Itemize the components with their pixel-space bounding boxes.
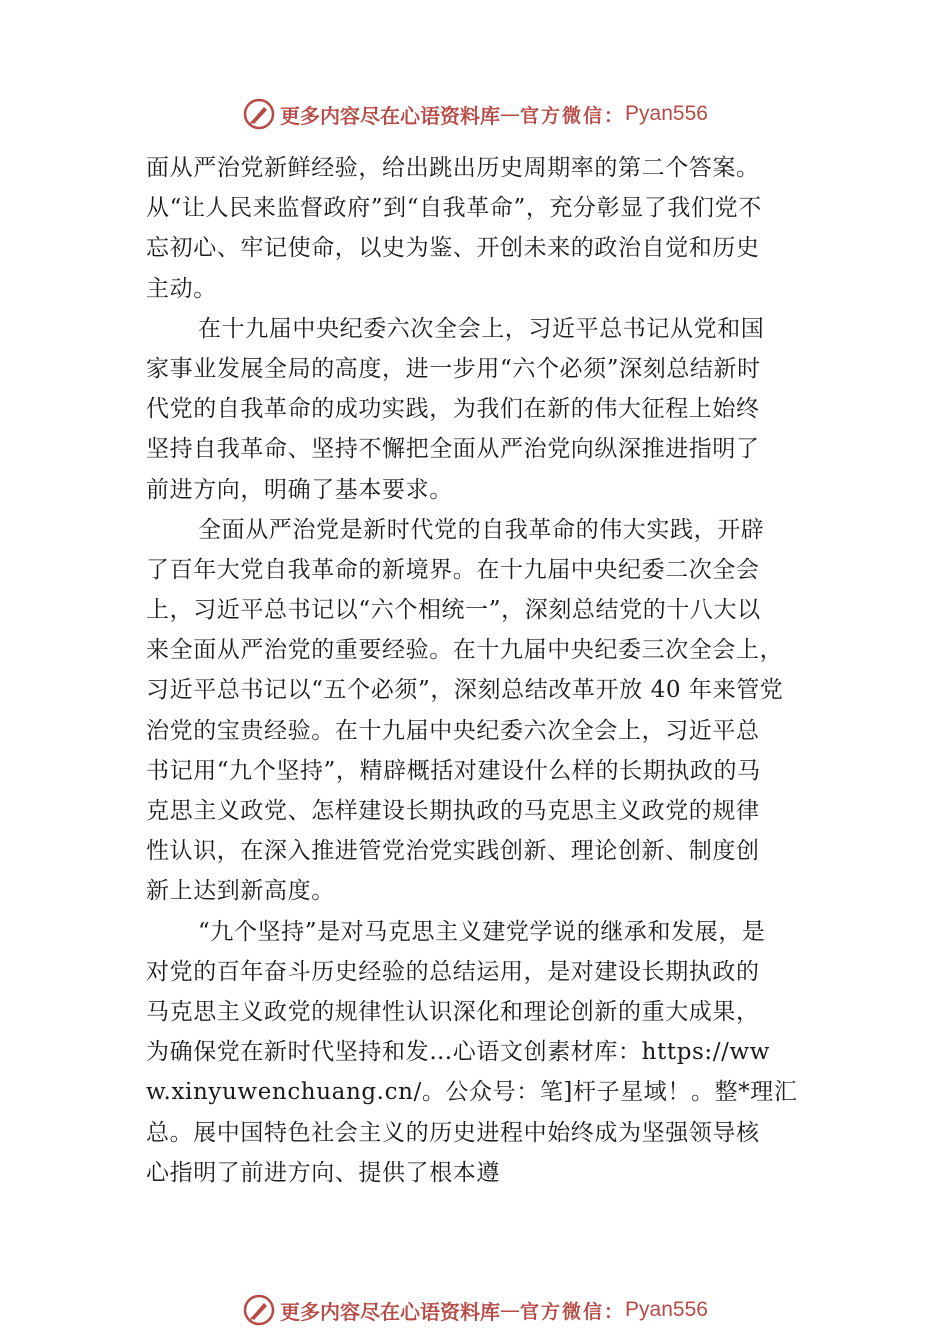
text-line: 上，习近平总书记以“六个相统一”，深刻总结党的十八大以 [146, 597, 761, 624]
text-line: 忘初心、牢记使命，以史为鉴、开创未来的政治自觉和历史 [146, 235, 760, 262]
banner-brand: 更多内容尽在心语资料库 [280, 1299, 501, 1324]
text-line: 前进方向，明确了基本要求。 [146, 476, 453, 503]
banner-wechat-label: 官方微信： [520, 1300, 626, 1323]
paragraph-start: 全面从严治党是新时代党的自我革命的伟大实践，开辟 [198, 516, 765, 543]
footer-banner [0, 1290, 950, 1330]
text-line: 书记用“九个坚持”，精辟概括对建设什么样的长期执政的马 [146, 757, 761, 784]
text-line: 性认识，在深入推进管党治党实践创新、理论创新、制度创 [146, 838, 760, 865]
banner-separator: — [500, 1298, 521, 1322]
text-line: 克思主义政党、怎样建设长期执政的马克思主义政党的规律 [146, 798, 760, 824]
text-line: 心指明了前进方向、提供了根本遵 [146, 1159, 500, 1186]
text-line: 坚持自我革命、坚持不懈把全面从严治党向纵深推进指明了 [146, 436, 760, 463]
text-line: 马克思主义政党的规律性认识深化和理论创新的重大成果， [146, 998, 760, 1025]
banner-account: Pyan556 [625, 1298, 708, 1321]
document-body [146, 148, 816, 1193]
text-line: 来全面从严治党的重要经验。在十九届中央纪委三次全会上， [146, 637, 784, 664]
text-line: 为确保党在新时代坚持和发…心语文创素材库：https://ww [146, 1039, 771, 1066]
text-line: 主动。 [146, 275, 217, 302]
text-line: 家事业发展全局的高度，进一步用“六个必须”深刻总结新时 [146, 355, 761, 382]
pen-seal-icon [242, 1293, 276, 1327]
text-line: 从“让人民来监督政府”到“自我革命”，充分彰显了我们党不 [146, 195, 762, 222]
text-line: w.xinyuwenchuang.cn/。公众号：笔]杆子星域！。整*理汇 [146, 1079, 798, 1106]
text-line: 习近平总书记以“五个必须”，深刻总结改革开放 40 年来管党 [146, 677, 784, 704]
header-banner [0, 94, 950, 134]
text-line: 代党的自我革命的成功实践，为我们在新的伟大征程上始终 [146, 396, 760, 423]
paragraph-start: “九个坚持”是对马克思主义建党学说的继承和发展，是 [198, 918, 766, 945]
text-line: 了百年大党自我革命的新境界。在十九届中央纪委二次全会 [146, 556, 760, 583]
banner-wechat-label: 官方微信： [520, 104, 626, 127]
banner-separator: — [500, 102, 521, 126]
text-line: 总。展中国特色社会主义的历史进程中始终成为坚强领导核 [146, 1119, 760, 1146]
text-line: 治党的宝贵经验。在十九届中央纪委六次全会上，习近平总 [146, 717, 760, 744]
text-line: 面从严治党新鲜经验，给出跳出历史周期率的第二个答案。 [146, 155, 760, 181]
banner-account: Pyan556 [625, 102, 708, 125]
text-line: 对党的百年奋斗历史经验的总结运用，是对建设长期执政的 [146, 958, 760, 985]
banner-brand: 更多内容尽在心语资料库 [280, 103, 501, 128]
text-line: 新上达到新高度。 [146, 878, 335, 905]
paragraph-start: 在十九届中央纪委六次全会上，习近平总书记从党和国 [198, 315, 765, 342]
pen-seal-icon [242, 97, 276, 131]
